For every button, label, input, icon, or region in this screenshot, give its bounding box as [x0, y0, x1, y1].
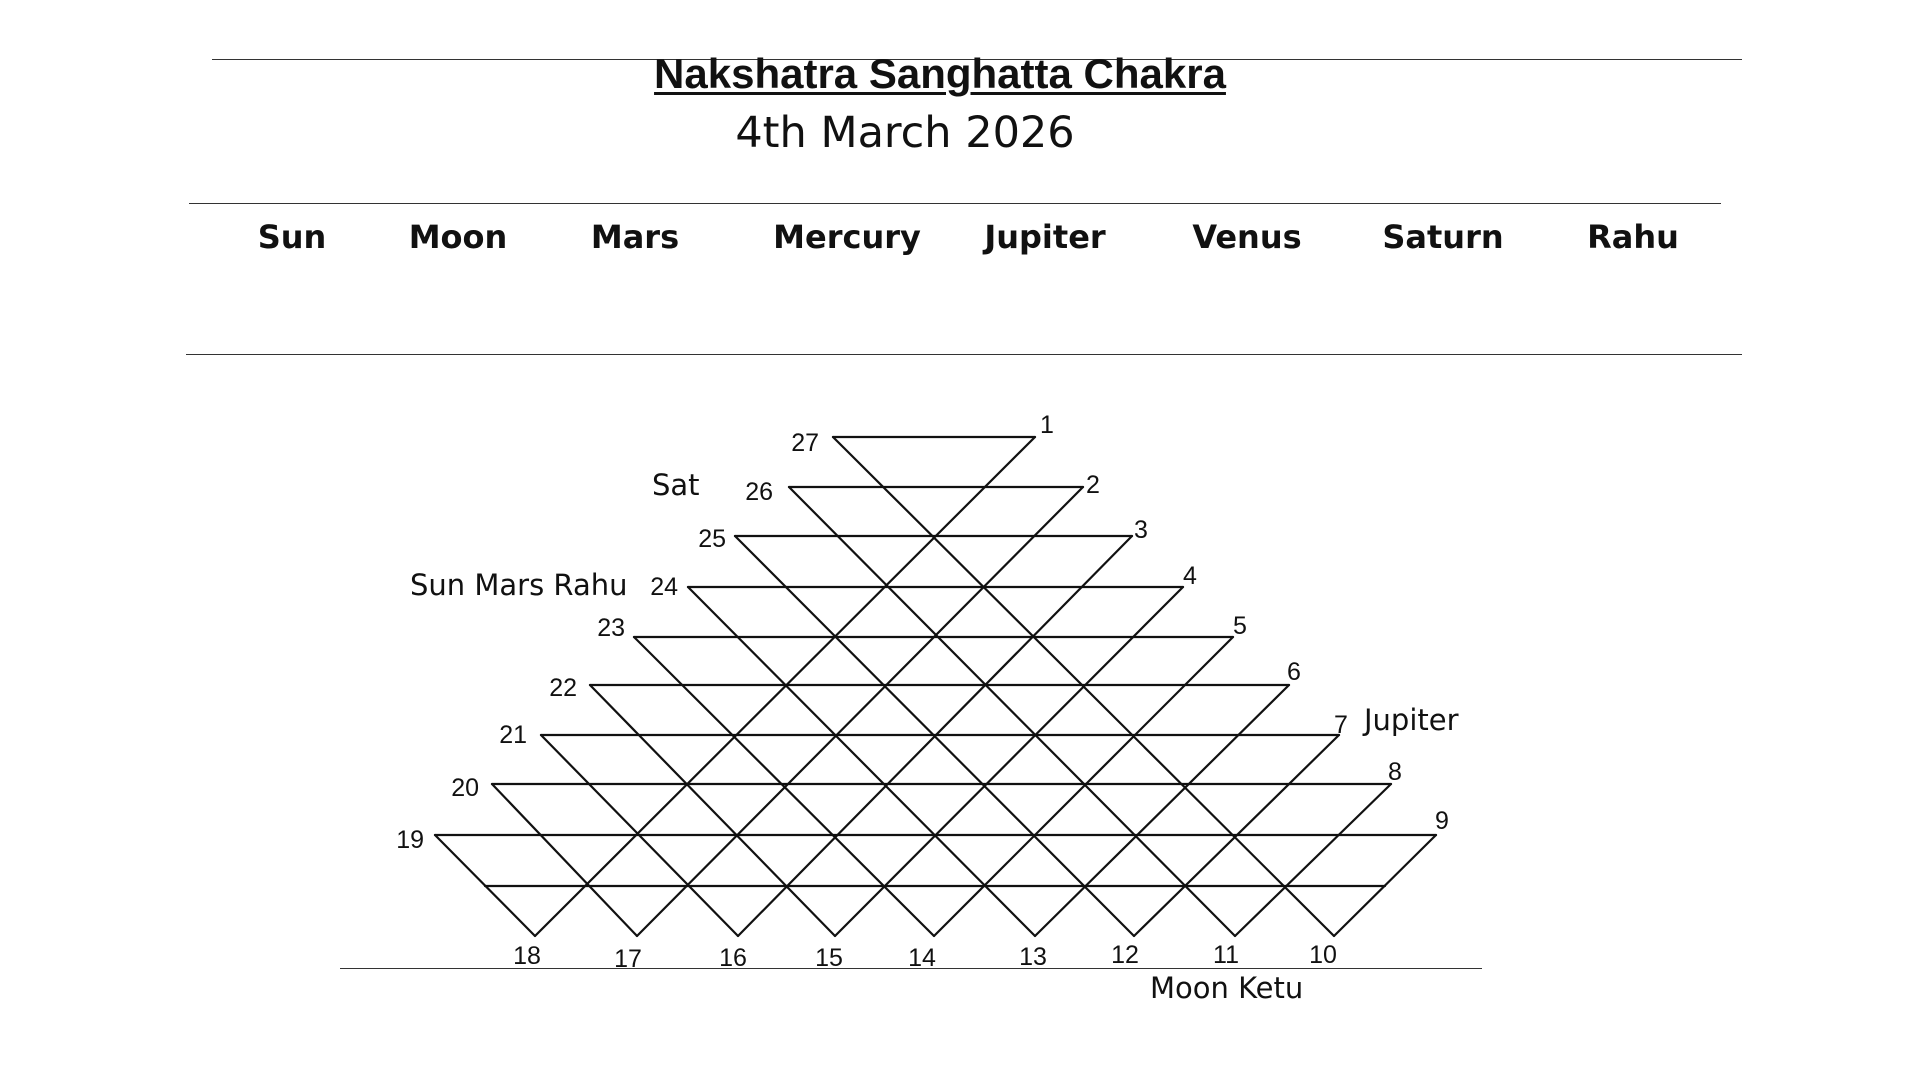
- nakshatra-number: 24: [650, 573, 678, 601]
- planet-rahu: Rahu: [1587, 218, 1679, 256]
- nakshatra-number: 9: [1435, 807, 1449, 835]
- planet-venus: Venus: [1192, 218, 1302, 256]
- right-side-numbers: [1040, 411, 1449, 835]
- nakshatra-number: 19: [396, 826, 424, 854]
- chakra-diagonal-line: [637, 487, 1083, 936]
- planet-moon: Moon: [408, 218, 508, 256]
- planet-saturn: Saturn: [1382, 218, 1504, 256]
- nakshatra-number: 18: [513, 942, 541, 970]
- nakshatra-number: 21: [499, 721, 527, 749]
- placement-moon-ketu: Moon Ketu: [1150, 971, 1304, 1005]
- planet-jupiter: Jupiter: [984, 218, 1106, 256]
- nakshatra-number: 5: [1233, 612, 1247, 640]
- chakra-diagonal-line: [688, 587, 1035, 936]
- placement-sun-mars-rahu: Sun Mars Rahu: [410, 568, 628, 602]
- chakra-grid: [435, 437, 1436, 936]
- planet-sun: Sun: [257, 218, 327, 256]
- nakshatra-number: 2: [1086, 471, 1100, 499]
- nakshatra-number: 17: [614, 945, 642, 973]
- chakra-diagonal-line: [835, 587, 1183, 936]
- nakshatra-number: 26: [745, 478, 773, 506]
- nakshatra-number: 27: [791, 429, 819, 457]
- nakshatra-number: 8: [1388, 758, 1402, 786]
- chakra-diagonal-line: [934, 637, 1233, 936]
- nakshatra-number: 10: [1309, 941, 1337, 969]
- nakshatra-number: 22: [549, 674, 577, 702]
- chart-date: 4th March 2026: [735, 108, 1075, 158]
- nakshatra-number: 4: [1183, 562, 1197, 590]
- nakshatra-number: 7: [1334, 711, 1348, 739]
- nakshatra-number: 23: [597, 614, 625, 642]
- nakshatra-number: 25: [698, 525, 726, 553]
- nakshatra-number: 13: [1019, 943, 1047, 971]
- chakra-diagonal-line: [1035, 685, 1289, 936]
- planet-mercury: Mercury: [773, 218, 921, 256]
- nakshatra-number: 14: [908, 944, 936, 972]
- placement-sat: Sat: [652, 468, 700, 502]
- nakshatra-number: 3: [1134, 516, 1148, 544]
- bottom-numbers: [513, 941, 1337, 973]
- nakshatra-number: 12: [1111, 941, 1139, 969]
- planet-mars: Mars: [590, 218, 680, 256]
- nakshatra-number: 1: [1040, 411, 1054, 439]
- placement-jupiter: Jupiter: [1364, 703, 1459, 737]
- nakshatra-number: 11: [1213, 941, 1239, 969]
- nakshatra-number: 15: [815, 944, 843, 972]
- left-side-numbers: [396, 429, 819, 854]
- page-title: Nakshatra Sanghatta Chakra: [654, 50, 1226, 97]
- nakshatra-number: 6: [1287, 658, 1301, 686]
- nakshatra-number: 16: [719, 944, 747, 972]
- nakshatra-number: 20: [451, 774, 479, 802]
- chakra-diagonal-line: [590, 685, 835, 936]
- chakra-diagonal-line: [789, 487, 1235, 936]
